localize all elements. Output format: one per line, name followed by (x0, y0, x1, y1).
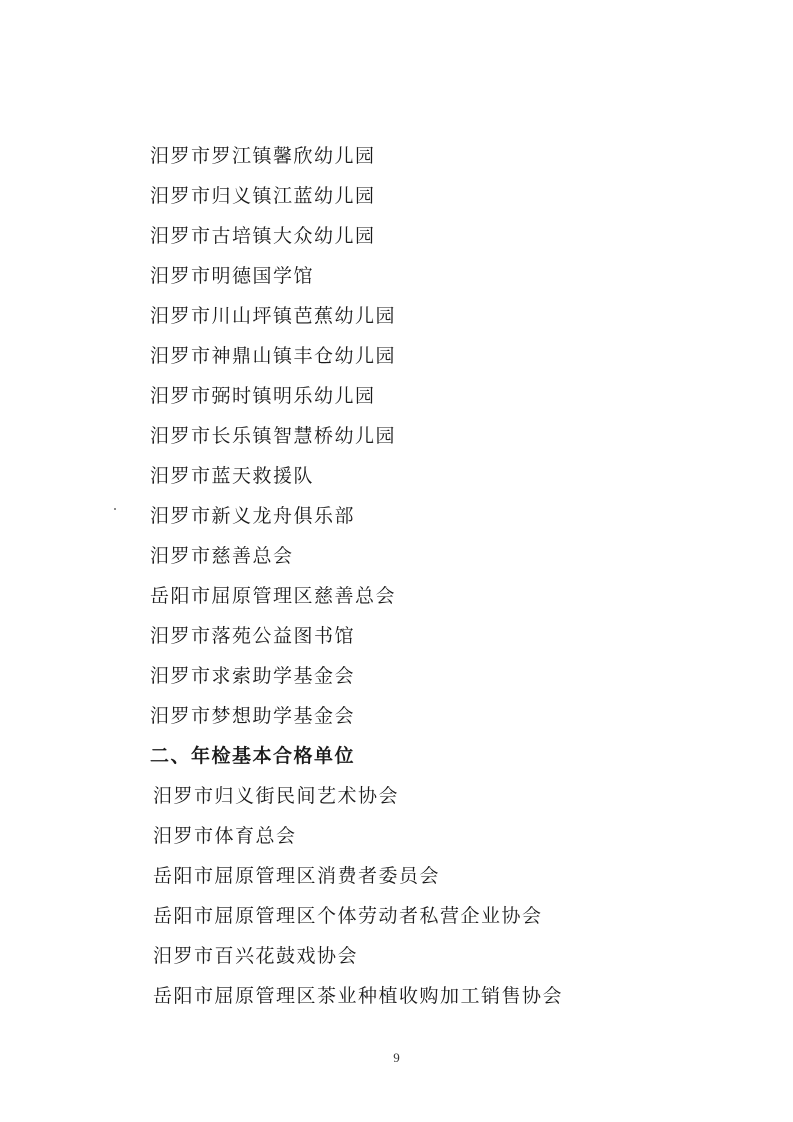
basically-qualified-units-list (150, 776, 750, 1016)
list-item: 汨罗市明德国学馆 (150, 265, 315, 287)
list-item: 汨罗市求索助学基金会 (150, 665, 356, 687)
list-item: 汨罗市新义龙舟俱乐部 (150, 505, 356, 527)
qualified-units-list (150, 136, 750, 736)
list-item: 汨罗市古培镇大众幼儿园 (150, 225, 376, 247)
section-two-heading: 二、年检基本合格单位 (150, 745, 356, 767)
list-item: 汨罗市归义镇江蓝幼儿园 (150, 185, 376, 207)
list-item: 汨罗市长乐镇智慧桥幼儿园 (150, 425, 397, 447)
list-item: 汨罗市体育总会 (153, 825, 297, 847)
list-item: 汨罗市弼时镇明乐幼儿园 (150, 385, 376, 407)
list-item: 岳阳市屈原管理区茶业种植收购加工销售协会 (153, 985, 564, 1007)
list-item: 汨罗市慈善总会 (150, 545, 294, 567)
list-item: 汨罗市百兴花鼓戏协会 (153, 945, 359, 967)
list-item: 汨罗市蓝天救援队 (150, 465, 315, 487)
list-item: 汨罗市落苑公益图书馆 (150, 625, 356, 647)
list-item: 汨罗市归义街民间艺术协会 (153, 785, 400, 807)
page-number: 9 (393, 1050, 400, 1065)
list-item: 岳阳市屈原管理区慈善总会 (150, 585, 397, 607)
list-item: 岳阳市屈原管理区个体劳动者私营企业协会 (153, 905, 543, 927)
scan-speck (114, 508, 116, 510)
list-item: 岳阳市屈原管理区消费者委员会 (153, 865, 441, 887)
unit-list (150, 136, 750, 1016)
list-item: 汨罗市川山坪镇芭蕉幼儿园 (150, 305, 397, 327)
list-item: 汨罗市神鼎山镇丰仓幼儿园 (150, 345, 397, 367)
list-item: 汨罗市梦想助学基金会 (150, 705, 356, 727)
list-item: 汨罗市罗江镇馨欣幼儿园 (150, 145, 376, 167)
